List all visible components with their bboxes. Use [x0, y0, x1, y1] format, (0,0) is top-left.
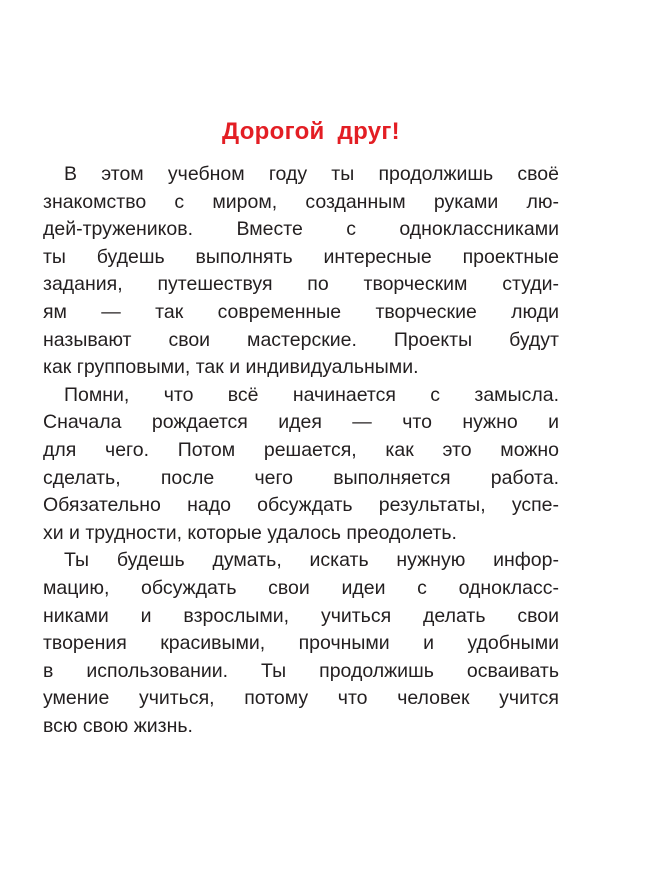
text-line: в использовании. Ты продолжишь осваивать: [43, 659, 559, 682]
paragraph-1: [43, 161, 559, 382]
body-text: [43, 161, 559, 740]
text-line: хи и трудности, которые удалось преодолеть.: [43, 521, 457, 544]
text-line: ты будешь выполнять интересные проектные: [43, 245, 559, 268]
text-line: ям — так современные творческие люди: [43, 300, 559, 323]
page-title: Дорогой друг!: [222, 118, 400, 145]
text-line: задания, путешествуя по творческим студи-: [43, 273, 559, 296]
text-line: для чего. Потом решается, как это можно: [43, 438, 559, 461]
paragraph-3: [43, 547, 559, 740]
text-line: Сначала рождается идея — что нужно и: [43, 411, 559, 434]
text-line: дей-тружеников. Вместе с одноклассниками: [43, 218, 559, 241]
text-line: Обязательно надо обсуждать результаты, успе-: [43, 494, 559, 517]
text-line: сделать, после чего выполняется работа.: [43, 466, 559, 489]
text-line: творения красивыми, прочными и удобными: [43, 632, 559, 655]
text-line: всю свою жизнь.: [43, 714, 193, 737]
text-line: мацию, обсуждать свои идеи с однокласс-: [43, 576, 559, 599]
text-line: никами и взрослыми, учиться делать свои: [43, 604, 559, 627]
text-line: Помни, что всё начинается с замысла.: [64, 383, 559, 406]
text-line: называют свои мастерские. Проекты будут: [43, 328, 559, 351]
text-line: как групповыми, так и индивидуальными.: [43, 356, 419, 379]
text-line: умение учиться, потому что человек учится: [43, 687, 559, 710]
text-line: В этом учебном году ты продолжишь своё: [64, 163, 559, 185]
text-line: знакомство с миром, созданным руками лю-: [43, 190, 559, 213]
text-line: Ты будешь думать, искать нужную инфор-: [64, 549, 559, 572]
paragraph-2: [43, 382, 559, 548]
